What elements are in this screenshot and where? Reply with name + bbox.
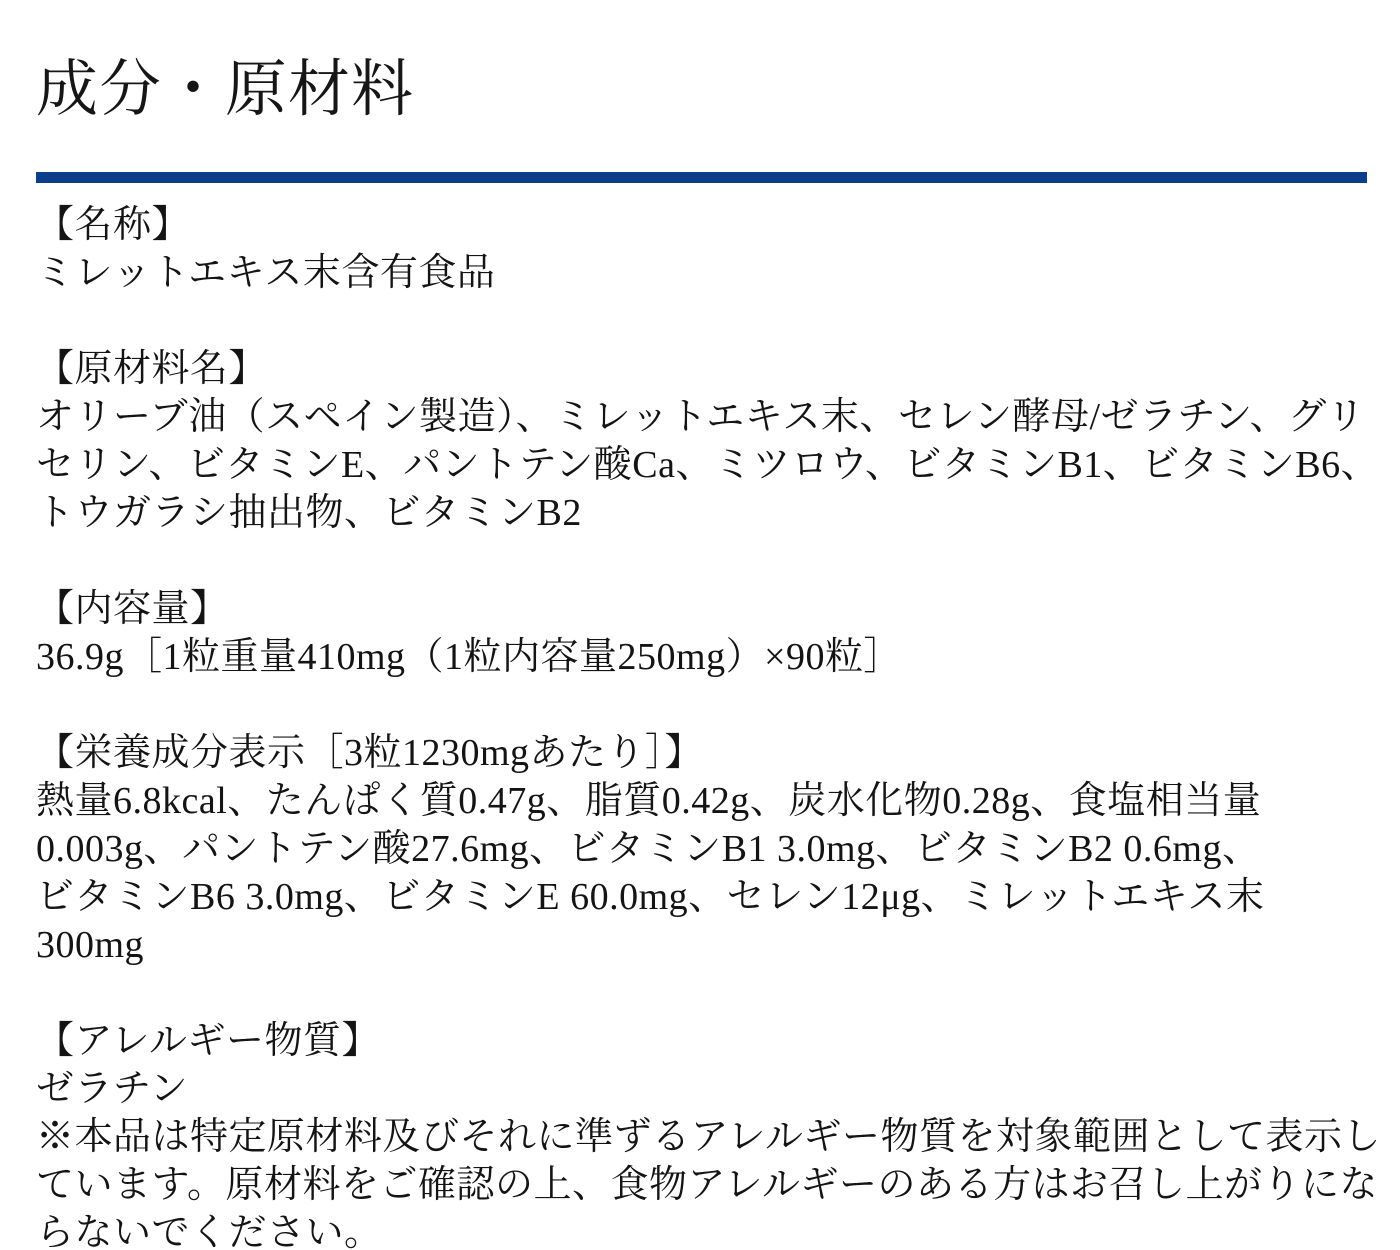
section-heading: 【アレルギー物質】 [36, 1019, 381, 1062]
text-line: 36.9g［1粒重量410mg（1粒内容量250mg）×90粒］ [36, 635, 903, 678]
text-line: ています。原材料をご確認の上、食物アレルギーのある方はお召し上がりにな [36, 1163, 1378, 1206]
text-line: らないでください。 [36, 1211, 383, 1250]
section-heading: 【名称】 [36, 203, 191, 246]
section-name [36, 201, 1366, 297]
text-line: ※本品は特定原材料及びそれに準ずるアレルギー物質を対象範囲として表示し [36, 1115, 1382, 1158]
text-line: 300mg [36, 923, 145, 966]
section-heading: 【栄養成分表示［3粒1230mgあたり］】 [36, 731, 704, 774]
section-heading: 【原材料名】 [36, 347, 268, 390]
text-line: ミレットエキス末含有食品 [36, 251, 496, 294]
section-allergens [36, 1017, 1382, 1250]
text-line: 熱量6.8kcal、たんぱく質0.47g、脂質0.42g、炭水化物0.28g、食塩相当量 [36, 779, 1262, 822]
text-line: ゼラチン [36, 1067, 189, 1110]
text-line: オリーブ油（スペイン製造）、ミレットエキス末、セレン酵母/ゼラチン、グリ [36, 395, 1366, 438]
section-raw-materials [36, 345, 1380, 537]
text-line: 0.003g、パントテン酸27.6mg、ビタミンB1 3.0mg、ビタミンB2 0.6mg、 [36, 827, 1261, 870]
text-line: トウガラシ抽出物、ビタミンB2 [36, 491, 582, 534]
page-title: 成分・原材料 [36, 55, 415, 124]
section-net-content [36, 585, 1366, 681]
text-line: セリン、ビタミンE、パントテン酸Ca、ミツロウ、ビタミンB1、ビタミンB6、 [36, 443, 1380, 486]
page-content [36, 201, 1382, 1250]
section-nutrition-facts [36, 729, 1366, 969]
section-heading: 【内容量】 [36, 587, 229, 630]
title-underline-rule [36, 172, 1367, 183]
text-line: ビタミンB6 3.0mg、ビタミンE 60.0mg、セレン12μg、ミレットエキス末 [36, 875, 1265, 918]
